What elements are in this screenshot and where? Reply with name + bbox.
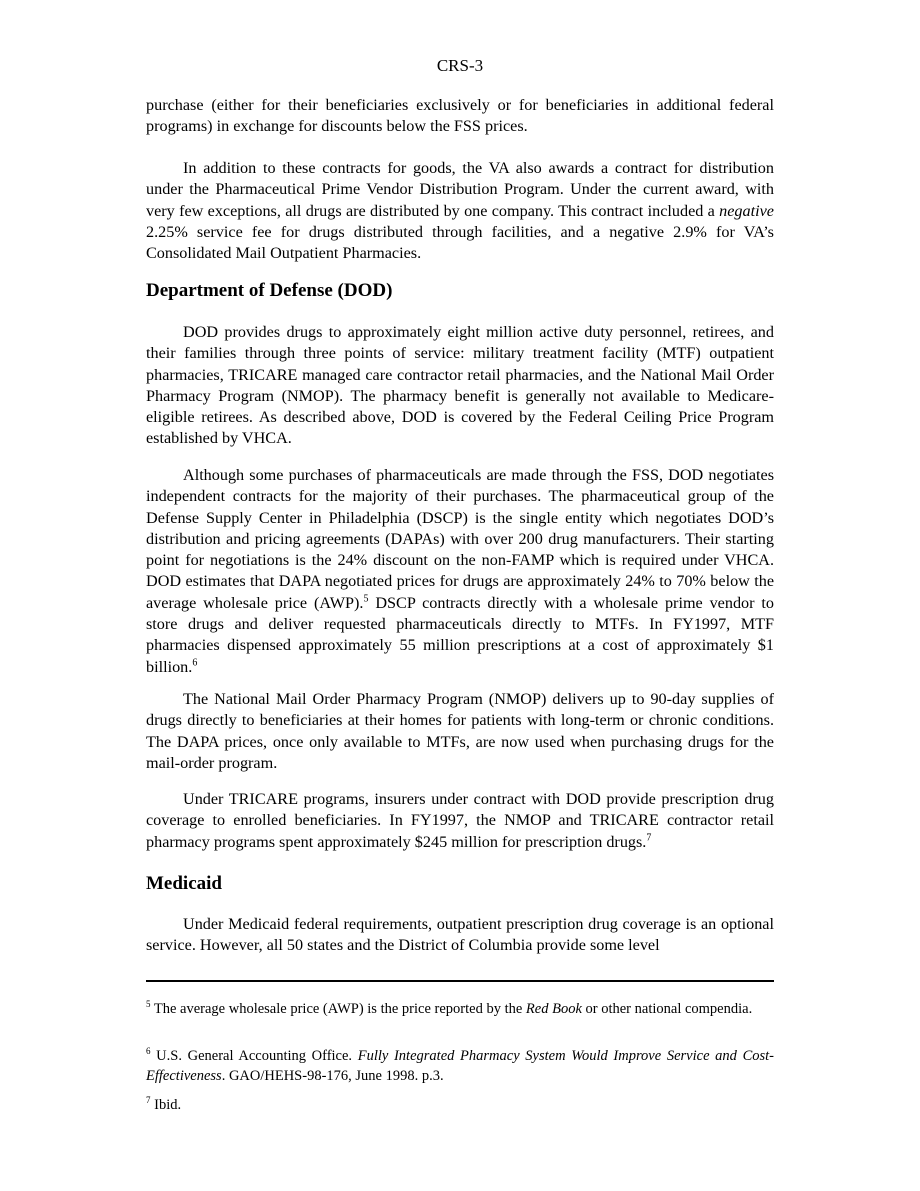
- paragraph-medicaid: Under Medicaid federal requirements, outpatient prescription drug coverage is an optional service. However, all 50 states and the District of Columbia provide some level: [146, 915, 774, 955]
- footnote-6: $^6$ U.S. General Accounting Office. Fully Integrated Pharmacy System Would Improve Service and Cost-Effectiveness. GAO/HEHS-98-176, June 1998. p.3.: [146, 1046, 774, 1084]
- footnote-ref-7[interactable]: 7: [646, 832, 652, 844]
- footnote-5: $^5$ The average wholesale price (AWP) is the price reported by the Red Book or other national compendia.: [146, 999, 753, 1017]
- paragraph-dod-contracts: Although some purchases of pharmaceuticals are made through the FSS, DOD negotiates independent contracts for the majority of their purchases. The pharmaceutical group of the Defense Supply Center in Philadelphia (DSCP) is the single entity which negotiates DOD’s distribution and pricing agreements (DAPAs) with over 200 drug manufacturers. Their starting point for negotiations is the 24% discount on the non-FAMP which is required under VHCA. DOD estimates that DAPA negotiated prices for drugs are approximately 24% to 70% below the average wholesale price (AWP).$^5$ DSCP contracts directly with a wholesale prime vendor to store drugs and deliver requested pharmaceuticals directly to MTFs. In FY1997, MTF pharmacies dispensed approximately 55 million prescriptions at a cost of approximately $1 billion.$^6$: [146, 466, 774, 676]
- footnote-ref-5[interactable]: 5: [363, 593, 369, 605]
- paragraph-nmop: The National Mail Order Pharmacy Program (NMOP) delivers up to 90-day supplies of drugs directly to beneficiaries at their homes for patients with long-term or chronic conditions. The DAPA prices, once only available to MTFs, are now used when purchasing drugs for the mail-order program.: [146, 690, 774, 772]
- footnote-divider: [146, 980, 774, 982]
- paragraph-va-distribution: In addition to these contracts for goods, the VA also awards a contract for distribution under the Pharmaceutical Prime Vendor Distribution Program. Under the current award, with very few exceptions, all drugs are distributed by one company. This contract included a negative 2.25% service fee for drugs distributed through facilities, and a negative 2.9% for VA’s Consolidated Mail Outpatient Pharmacies.: [146, 159, 774, 263]
- paragraph-fss-purchase: purchase (either for their beneficiaries exclusively or for beneficiaries in additional federal programs) in exchange for discounts below the FSS prices.: [146, 96, 774, 136]
- paragraph-tricare: Under TRICARE programs, insurers under contract with DOD provide prescription drug coverage to enrolled beneficiaries. In FY1997, the NMOP and TRICARE contractor retail pharmacy programs spent approximately $245 million for prescription drugs.$^7$: [146, 790, 774, 851]
- section-heading-dod: Department of Defense (DOD): [146, 280, 393, 301]
- footnote-7: $^7$ Ibid.: [146, 1095, 182, 1113]
- paragraph-dod-overview: DOD provides drugs to approximately eight million active duty personnel, retirees, and their families through three points of service: military treatment facility (MTF) outpatient pharmacies, TRICARE managed care contractor retail pharmacies, and the National Mail Order Pharmacy Program (NMOP). The pharmacy benefit is generally not available to Medicare-eligible retirees. As described above, DOD is covered by the Federal Ceiling Price Program established by VHCA.: [146, 323, 774, 448]
- section-heading-medicaid: Medicaid: [146, 873, 222, 894]
- footnote-ref-6[interactable]: 6: [192, 657, 198, 669]
- page-number-header: CRS-3: [436, 56, 484, 75]
